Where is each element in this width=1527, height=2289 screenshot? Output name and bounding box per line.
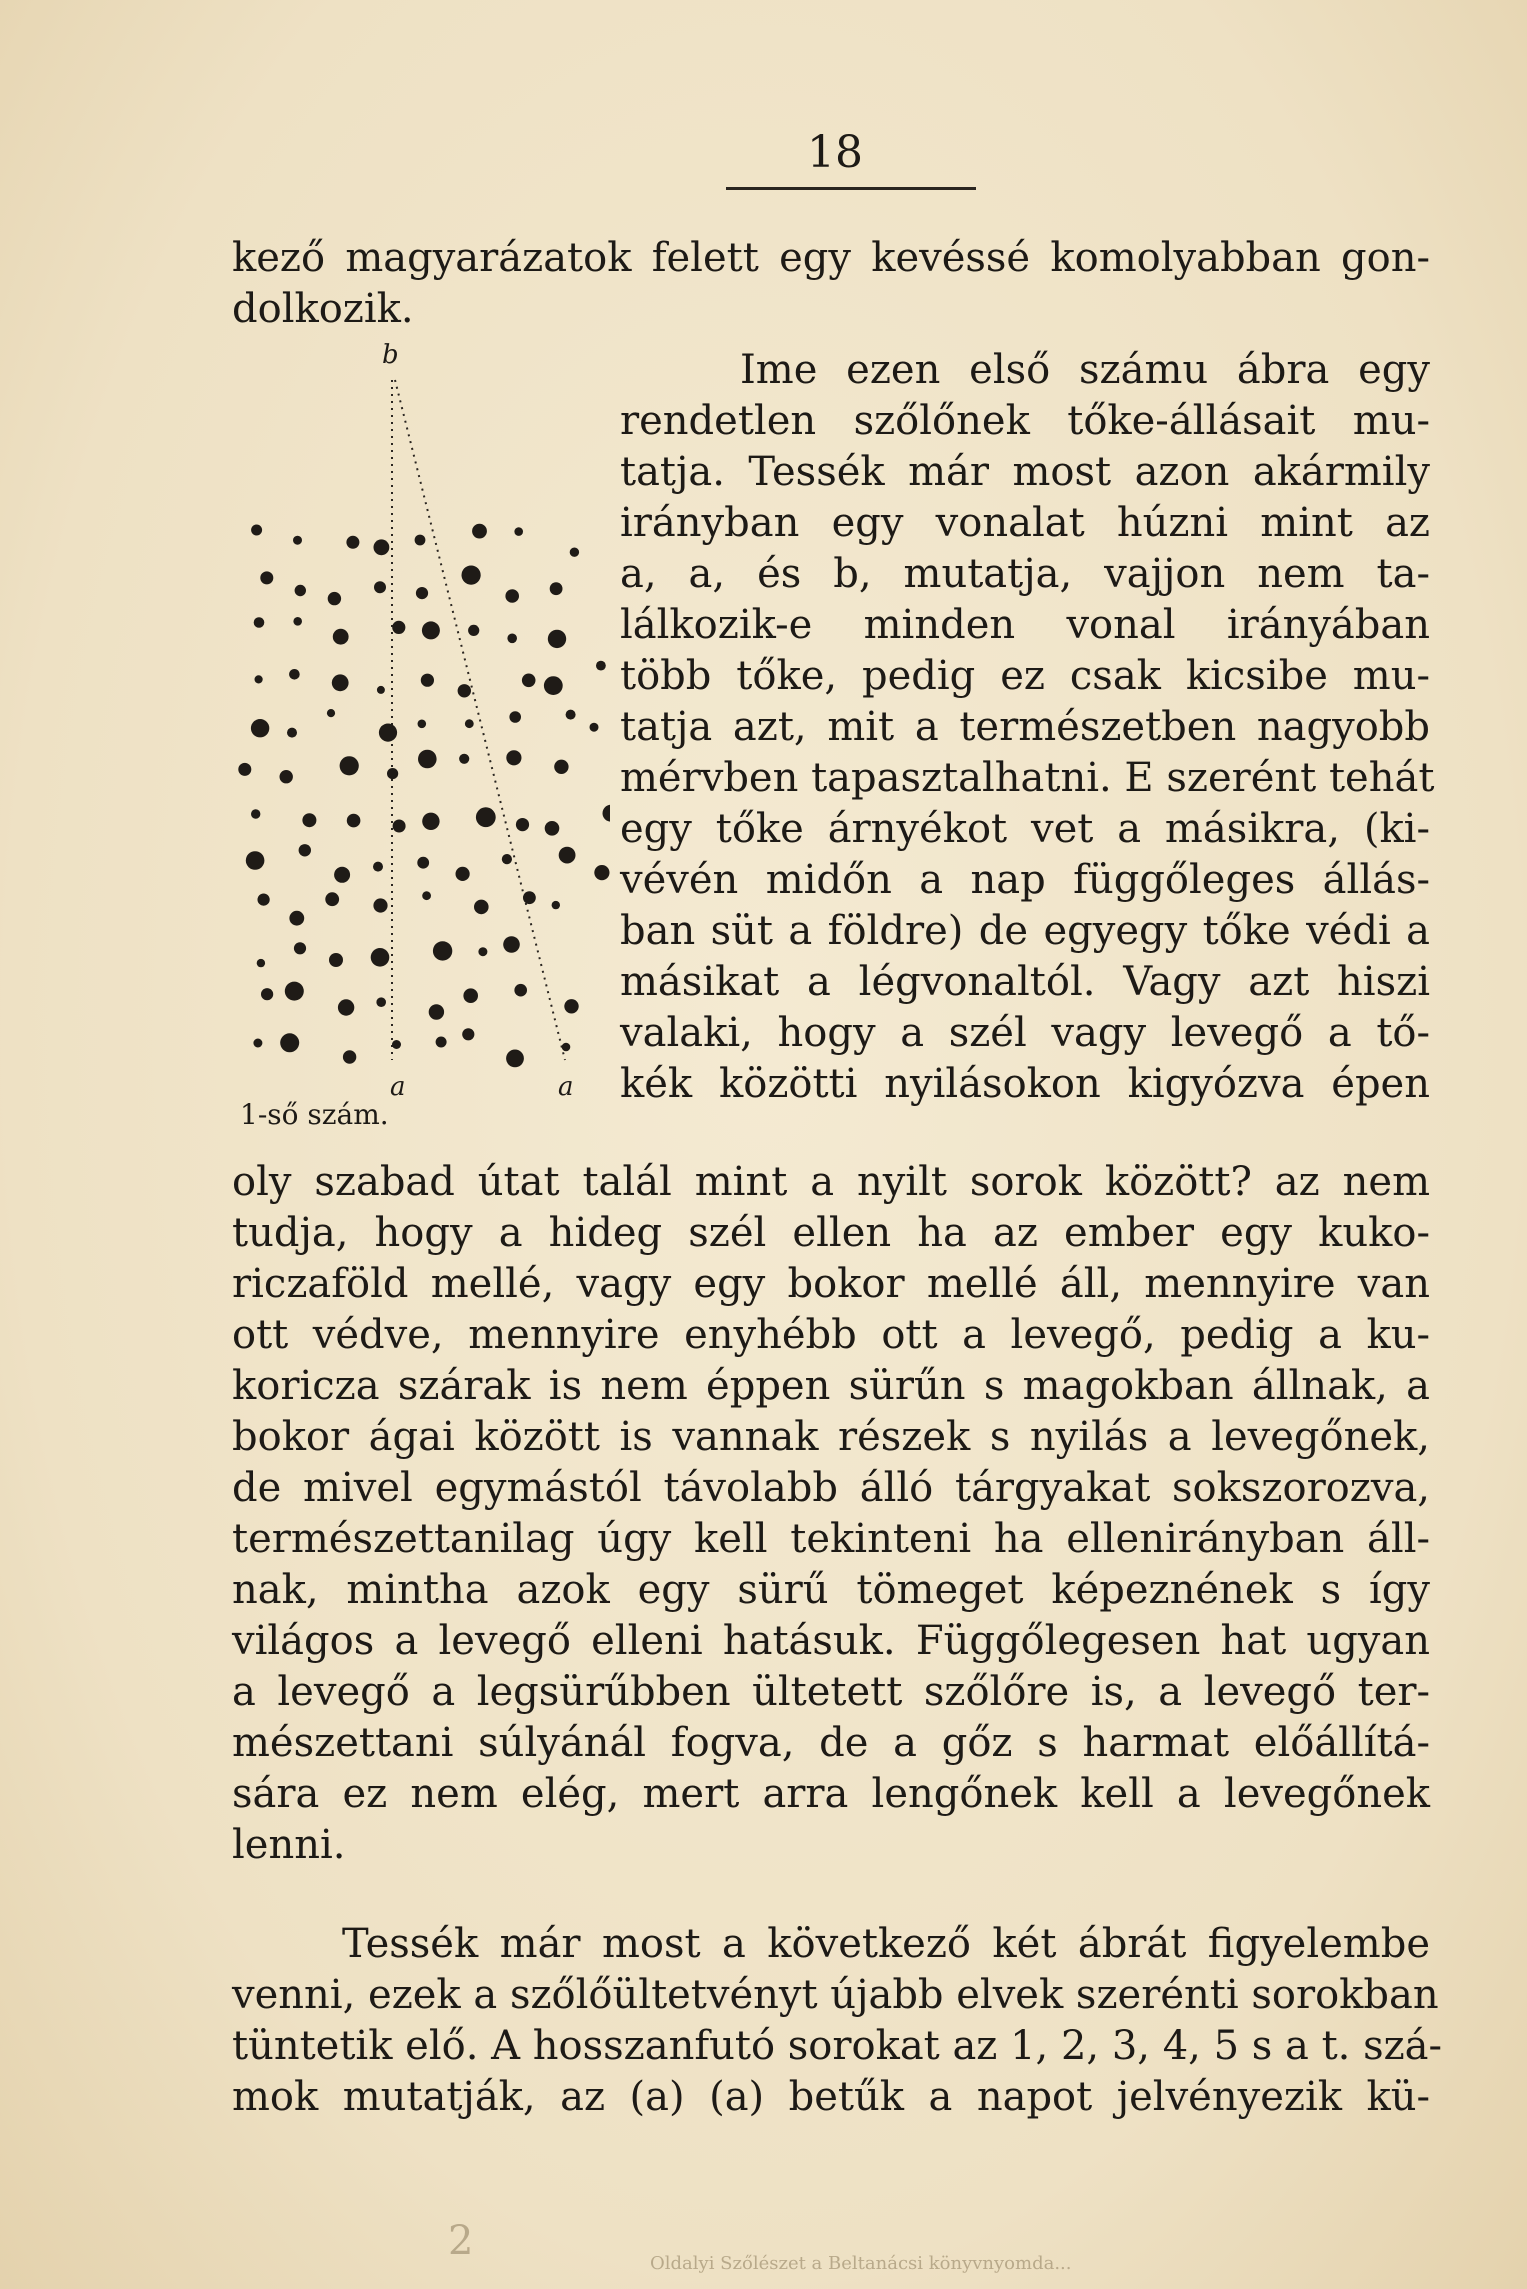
vine-stock-dot xyxy=(327,709,335,717)
text-line: lálkozik-e minden vonal irányában xyxy=(620,602,1430,648)
paragraph-continuation xyxy=(232,1157,1430,1871)
vine-stock-dot xyxy=(287,728,297,738)
paragraph-next xyxy=(232,1919,1443,2123)
vine-stock-dot xyxy=(422,621,440,639)
text-line: de mivel egymástól távolabb álló tárgyakat sokszorozva, xyxy=(232,1465,1430,1511)
vine-stock-dot xyxy=(590,723,599,732)
vine-stock-dot xyxy=(554,760,568,774)
vine-stock-dot xyxy=(377,686,385,694)
vine-stock-dot xyxy=(458,684,471,697)
text-line: valaki, hogy a szél vagy levegő a tő- xyxy=(620,1010,1430,1056)
text-line: venni, ezek a szőlőültetvényt újabb elvek szerénti sorokban xyxy=(232,1972,1439,2018)
text-line: nak, mintha azok egy sürű tömeget képeznének s így xyxy=(232,1567,1430,1613)
vine-stock-dot xyxy=(254,617,265,628)
vine-stock-dot xyxy=(506,750,521,765)
vine-stock-dot xyxy=(328,592,341,605)
vine-stock-dot xyxy=(374,539,390,555)
vine-stock-dot xyxy=(238,763,251,776)
text-line: tatja. Tessék már most azon akármily xyxy=(620,449,1430,495)
vine-stock-dot xyxy=(422,891,431,900)
vine-stock-dot xyxy=(295,585,306,596)
vine-stock-dot xyxy=(462,1028,474,1040)
vine-stock-dot xyxy=(465,719,474,728)
vine-stock-dot xyxy=(417,857,429,869)
text-line: ott védve, mennyire enyhébb ott a levegő, pedig a ku- xyxy=(232,1312,1430,1358)
text-line: a, a, és b, mutatja, vajjon nem ta- xyxy=(620,551,1430,597)
vine-stock-dot xyxy=(505,589,519,603)
vine-stock-dot xyxy=(280,770,293,783)
text-line: másikat a légvonaltól. Vagy azt hiszi xyxy=(620,959,1430,1005)
vine-stock-dot xyxy=(503,936,520,953)
vine-stock-dot xyxy=(294,942,306,954)
figure-label-a-right: a xyxy=(558,1072,574,1102)
vine-stock-dot xyxy=(509,711,521,723)
text-line: mérvben tapasztalhatni. E szerént tehát xyxy=(620,755,1435,801)
vine-stock-dot xyxy=(293,536,302,545)
text-line: lenni. xyxy=(232,1822,346,1868)
text-line: a levegő a legsürűbben ültetett szőlőre is, a levegő ter- xyxy=(232,1669,1430,1715)
vine-stock-dot xyxy=(293,617,302,626)
paragraph-top xyxy=(232,233,1430,335)
vine-stock-dot xyxy=(289,911,304,926)
text-line: mok mutatják, az (a) (a) betűk a napot jelvényezik kü- xyxy=(232,2074,1430,2120)
vine-stock-dot xyxy=(507,634,517,644)
vine-stock-dot xyxy=(544,676,563,695)
vine-stock-dot xyxy=(596,661,606,671)
vine-stock-dot xyxy=(325,892,339,906)
vine-stock-dot xyxy=(436,1037,447,1048)
vine-stock-dot xyxy=(261,988,273,1000)
vine-stock-dot xyxy=(393,820,406,833)
signature-mark-bleed: 2 xyxy=(448,2218,474,2264)
text-line: több tőke, pedig ez csak kicsibe mu- xyxy=(620,653,1430,699)
text-line: tüntetik elő. A hosszanfutó sorokat az 1, 2, 3, 4, 5 s a t. szá- xyxy=(232,2023,1443,2069)
vine-stock-dot xyxy=(338,999,354,1015)
text-line: kék közötti nyilásokon kigyózva épen xyxy=(620,1061,1430,1107)
figure-label-b: b xyxy=(382,340,399,370)
text-line: Tessék már most a következő két ábrát figyelembe xyxy=(342,1921,1430,1967)
vine-stock-dot xyxy=(474,900,489,915)
text-line: irányban egy vonalat húzni mint az xyxy=(620,500,1430,546)
vine-stock-dot xyxy=(347,814,361,828)
vine-stock-dot xyxy=(329,953,343,967)
vine-stock-dot xyxy=(548,630,566,648)
vine-stock-dot xyxy=(415,535,426,546)
vine-stock-dot xyxy=(246,851,265,870)
vine-stock-dot xyxy=(392,621,405,634)
vine-stock-dot xyxy=(392,1040,401,1049)
vine-stock-dot xyxy=(253,1039,262,1048)
vine-stock-dot xyxy=(566,710,576,720)
text-line: koricza szárak is nem éppen sürűn s magokban állnak, a xyxy=(232,1363,1430,1409)
vine-stock-dot xyxy=(468,625,479,636)
figure-label-a-left: a xyxy=(390,1072,406,1102)
vine-stock-dot xyxy=(251,525,262,536)
vine-stock-dot xyxy=(340,756,359,775)
vine-stock-dot xyxy=(429,1004,444,1019)
paragraph-wrap xyxy=(620,345,1435,1110)
text-line: Ime ezen első számu ábra egy xyxy=(740,347,1430,393)
vine-stock-dot xyxy=(516,818,529,831)
header-rule xyxy=(726,187,976,190)
text-line: sára ez nem elég, mert arra lengőnek kell a levegőnek xyxy=(232,1771,1430,1817)
vine-stock-dot xyxy=(343,1050,356,1063)
text-line: oly szabad útat talál mint a nyilt sorok között? az nem xyxy=(232,1159,1430,1205)
text-line: kező magyarázatok felett egy kevéssé komolyabban gon- xyxy=(232,235,1430,281)
vine-stock-dot xyxy=(374,581,386,593)
vine-stock-dot xyxy=(333,629,349,645)
vine-stock-dot xyxy=(255,675,263,683)
vine-stock-dot xyxy=(258,894,270,906)
vine-stock-dot xyxy=(552,901,560,909)
vine-stock-dot xyxy=(289,669,300,680)
vine-stock-dot xyxy=(387,768,398,779)
text-line: bokor ágai között is vannak részek s nyilás a levegőnek, xyxy=(232,1414,1430,1460)
vine-stock-dot xyxy=(433,941,452,960)
vine-stock-dot xyxy=(472,524,487,539)
imprint-bleed: Oldalyi Szőlészet a Beltanácsi könyvnyomda... xyxy=(650,2253,1072,2274)
vine-stock-dot xyxy=(373,898,387,912)
vine-stock-dot xyxy=(422,813,439,830)
page-number: 18 xyxy=(807,127,863,178)
text-line: természettanilag úgy kell tekinteni ha ellenirányban áll- xyxy=(232,1516,1430,1562)
vine-stock-dot xyxy=(416,587,428,599)
vine-stock-dot xyxy=(459,754,469,764)
vine-stock-dot xyxy=(260,571,273,584)
figure-vineyard-irregular xyxy=(230,340,610,1160)
vine-stock-dot xyxy=(257,959,265,967)
vine-stock-dot xyxy=(506,1050,524,1068)
vine-stock-dot xyxy=(334,867,350,883)
vine-stock-dot xyxy=(280,1033,299,1052)
vine-stock-dot xyxy=(545,821,560,836)
text-line: tudja, hogy a hideg szél ellen ha az ember egy kuko- xyxy=(232,1210,1430,1256)
vine-stock-dot xyxy=(562,1043,571,1052)
vine-stock-dot xyxy=(418,720,427,729)
vine-stock-dot xyxy=(523,891,536,904)
vine-stock-dot xyxy=(302,813,316,827)
text-line: tatja azt, mit a természetben nagyobb xyxy=(620,704,1430,750)
vine-stock-dot xyxy=(251,719,269,737)
text-line: egy tőke árnyékot vet a másikra, (ki- xyxy=(620,806,1430,852)
text-line: riczaföld mellé, vagy egy bokor mellé áll, mennyire van xyxy=(232,1261,1430,1307)
vine-stock-dot xyxy=(463,988,478,1003)
text-line: mészettani súlyánál fogva, de a gőz s harmat előállítá- xyxy=(232,1720,1430,1766)
vine-stock-dot xyxy=(299,844,311,856)
figure-dot-diagram xyxy=(230,340,610,1160)
vine-stock-dot xyxy=(332,674,349,691)
vine-stock-dot xyxy=(421,674,434,687)
vine-stock-dot xyxy=(564,999,578,1013)
vine-stock-dot xyxy=(251,809,260,818)
vine-stock-dot xyxy=(522,674,536,688)
vine-stock-dot xyxy=(478,947,487,956)
text-line: világos a levegő elleni hatásuk. Függőlegesen hat ugyan xyxy=(232,1618,1430,1664)
vine-stock-dot xyxy=(456,867,470,881)
vine-stock-dot xyxy=(462,566,481,585)
figure-caption: 1-ső szám. xyxy=(240,1098,389,1131)
vine-stock-dot xyxy=(514,527,523,536)
text-line: ban süt a földre) de egyegy tőke védi a xyxy=(620,908,1430,954)
vine-stock-dot xyxy=(379,724,397,742)
vine-stock-dot xyxy=(514,984,527,997)
vine-stock-dot xyxy=(346,536,359,549)
vine-stock-dot xyxy=(376,997,386,1007)
text-line: dolkozik. xyxy=(232,286,414,332)
vine-stock-dot xyxy=(550,582,563,595)
vine-stock-dot xyxy=(594,865,609,880)
vine-stock-dot xyxy=(559,847,576,864)
vine-stock-dot xyxy=(371,948,390,967)
vine-stock-dot xyxy=(373,862,383,872)
vine-stock-dot xyxy=(570,548,579,557)
vine-stock-dot xyxy=(476,807,496,827)
vine-stock-dot xyxy=(502,854,512,864)
text-line: vévén midőn a nap függőleges állás- xyxy=(620,857,1430,903)
vine-stock-dot xyxy=(603,805,611,822)
text-line: rendetlen szőlőnek tőke-állásait mu- xyxy=(620,398,1430,444)
vine-stock-dot xyxy=(285,982,304,1001)
vine-stock-dot xyxy=(418,750,437,769)
